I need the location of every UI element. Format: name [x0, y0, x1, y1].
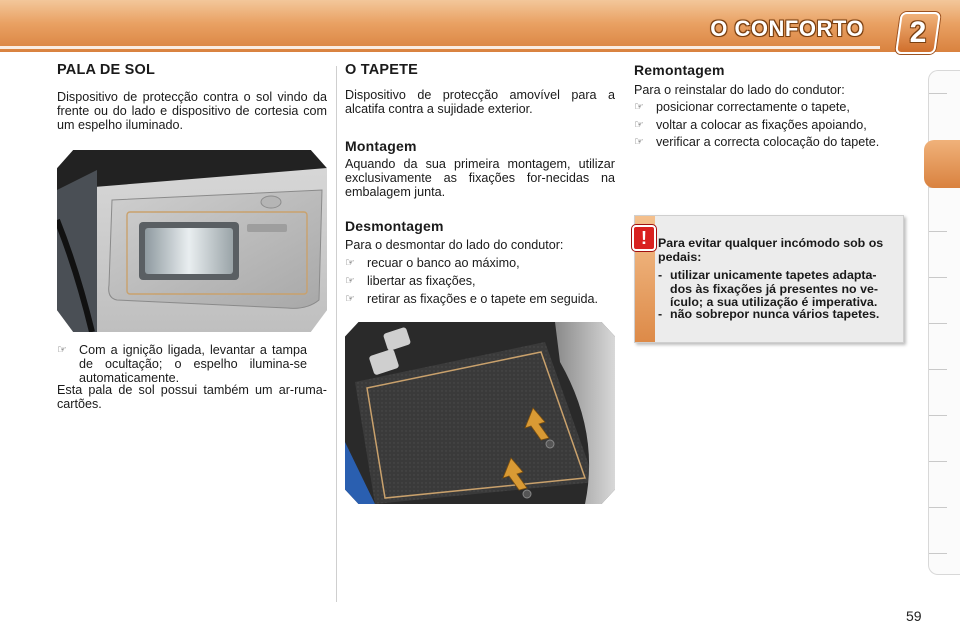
desmontagem-step-2: [345, 274, 615, 288]
chapter-tab-active[interactable]: [924, 140, 960, 188]
pala-de-sol-intro: Dispositivo de protecção contra o sol vindo da frente ou do lado e dispositivo de cortesia com um espelho iluminado.: [57, 90, 327, 132]
floor-mat-illustration: [345, 322, 615, 504]
page-number: 59: [906, 608, 922, 624]
remontagem-step-3: [634, 135, 904, 149]
remontagem-heading: Remontagem: [634, 62, 725, 78]
tapete-heading: O TAPETE: [345, 62, 419, 78]
tapete-intro: Dispositivo de protecção amovível para a alcatifa contra a sujidade exterior.: [345, 88, 615, 116]
warning-item-2: [658, 308, 898, 322]
remontagem-intro: Para o reinstalar do lado do condutor:: [634, 83, 845, 97]
header-rule: [0, 46, 880, 49]
warning-item-1: [658, 269, 898, 310]
warning-exclamation-icon: [632, 225, 656, 251]
pala-de-sol-step: [57, 343, 307, 385]
warning-item-text: utilizar unicamente tapetes adapta-dos às fixações já presentes no ve-ículo; a sua utilização é imperativa.: [670, 268, 878, 309]
tab-divider: [929, 93, 947, 94]
montagem-text: Aquando da sua primeira montagem, utilizar exclusivamente as fixações for-necidas na embalagem junta.: [345, 157, 615, 199]
desmontagem-intro: Para o desmontar do lado do condutor:: [345, 238, 564, 252]
tab-divider: [929, 369, 947, 370]
remontagem-step-1: [634, 100, 904, 114]
pointing-hand-icon: ☞: [634, 119, 644, 131]
remontagem-step-2: [634, 118, 904, 132]
remontagem-step-text: verificar a correcta colocação do tapete.: [656, 135, 880, 149]
tab-divider: [929, 277, 947, 278]
tab-divider: [929, 231, 947, 232]
chapter-title: O CONFORTO: [710, 16, 864, 41]
pointing-hand-icon: ☞: [345, 293, 355, 305]
remontagem-step-text: voltar a colocar as fixações apoiando,: [656, 118, 867, 132]
sun-visor-photo: [57, 150, 327, 332]
column-divider: [336, 66, 337, 602]
pala-de-sol-step-text: Com a ignição ligada, levantar a tampa de ocultação; o espelho ilumina-se automaticamente.: [79, 343, 307, 385]
tab-divider: [929, 553, 947, 554]
desmontagem-step-1: [345, 256, 615, 270]
montagem-heading: Montagem: [345, 138, 417, 154]
remontagem-step-text: posicionar correctamente o tapete,: [656, 100, 850, 114]
pointing-hand-icon: ☞: [345, 275, 355, 287]
desmontagem-step-text: recuar o banco ao máximo,: [367, 256, 520, 270]
desmontagem-step-3: [345, 292, 615, 306]
dash-marker: -: [658, 268, 663, 282]
warning-title: Para evitar qualquer incómodo sob os pedais:: [658, 236, 884, 264]
pointing-hand-icon: ☞: [57, 344, 67, 356]
pointing-hand-icon: ☞: [345, 257, 355, 269]
chapter-badge: [895, 12, 941, 54]
tab-divider: [929, 461, 947, 462]
pointing-hand-icon: ☞: [634, 101, 644, 113]
pala-de-sol-heading: PALA DE SOL: [57, 62, 156, 78]
tab-divider: [929, 415, 947, 416]
desmontagem-step-text: libertar as fixações,: [367, 274, 476, 288]
desmontagem-step-text: retirar as fixações e o tapete em seguida.: [367, 292, 599, 306]
sun-visor-illustration: [57, 150, 327, 332]
tab-divider: [929, 323, 947, 324]
desmontagem-heading: Desmontagem: [345, 218, 444, 234]
pointing-hand-icon: ☞: [634, 136, 644, 148]
floor-mat-photo: [345, 322, 615, 504]
pala-de-sol-note: Esta pala de sol possui também um ar-ruma-cartões.: [57, 383, 327, 411]
tab-divider: [929, 507, 947, 508]
warning-icon-glyph: !: [641, 228, 647, 248]
dash-marker: -: [658, 307, 663, 321]
chapter-number: 2: [909, 16, 927, 49]
warning-item-text: não sobrepor nunca vários tapetes.: [670, 307, 880, 321]
